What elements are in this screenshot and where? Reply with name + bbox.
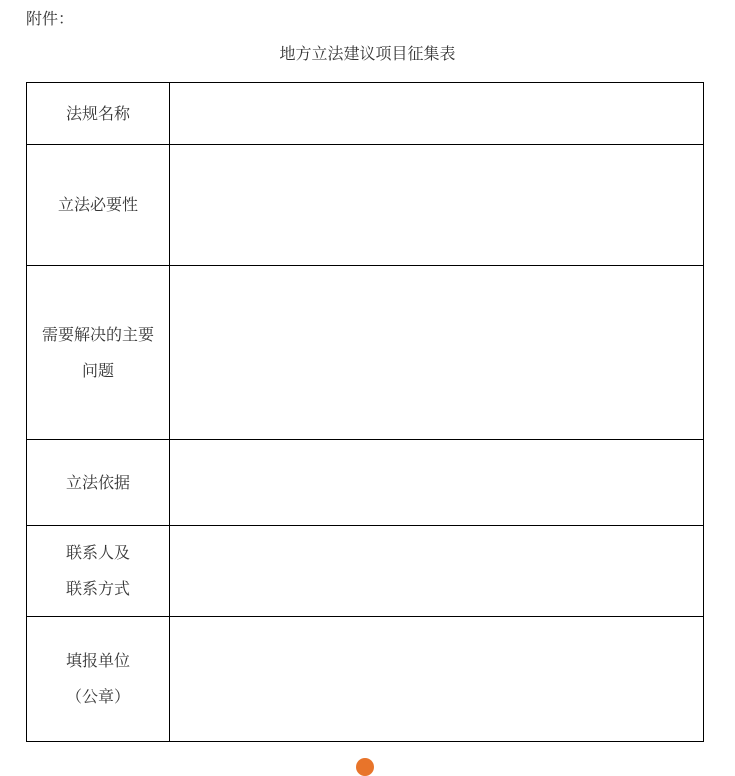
- label-line: 联系人及: [65, 543, 130, 562]
- label-line: 填报单位: [65, 651, 130, 670]
- form-value-legislative-basis[interactable]: [170, 440, 704, 526]
- label-line: 问题: [81, 360, 114, 380]
- attachment-label: 附件：: [26, 9, 75, 28]
- label-line: 联系方式: [65, 579, 130, 598]
- form-row-legislative-basis: [27, 440, 704, 526]
- form-row-reporting-unit: [27, 617, 704, 742]
- form-row-contact: [27, 526, 704, 617]
- label-line: （公章）: [65, 687, 130, 706]
- form-label-reporting-unit: [27, 617, 170, 742]
- decorative-circle-icon: [356, 758, 374, 776]
- form-value-main-problems[interactable]: [170, 266, 704, 440]
- form-title: 地方立法建议项目征集表: [279, 44, 456, 63]
- legislative-proposal-form: [26, 82, 704, 742]
- form-value-reporting-unit[interactable]: [170, 617, 704, 742]
- form-row-main-problems: [27, 266, 704, 440]
- form-label-regulation-name: [27, 83, 170, 145]
- label-line: 法规名称: [65, 103, 130, 123]
- label-line: 需要解决的主要: [41, 324, 154, 344]
- form-value-regulation-name[interactable]: [170, 83, 704, 145]
- form-value-legislative-necessity[interactable]: [170, 145, 704, 266]
- form-row-legislative-necessity: [27, 145, 704, 266]
- form-label-legislative-necessity: [27, 145, 170, 266]
- label-line: 立法依据: [65, 472, 130, 492]
- form-value-contact[interactable]: [170, 526, 704, 617]
- form-label-main-problems: [27, 266, 170, 440]
- form-row-regulation-name: [27, 83, 704, 145]
- form-label-legislative-basis: [27, 440, 170, 526]
- form-label-contact: [27, 526, 170, 617]
- label-line: 立法必要性: [57, 195, 138, 214]
